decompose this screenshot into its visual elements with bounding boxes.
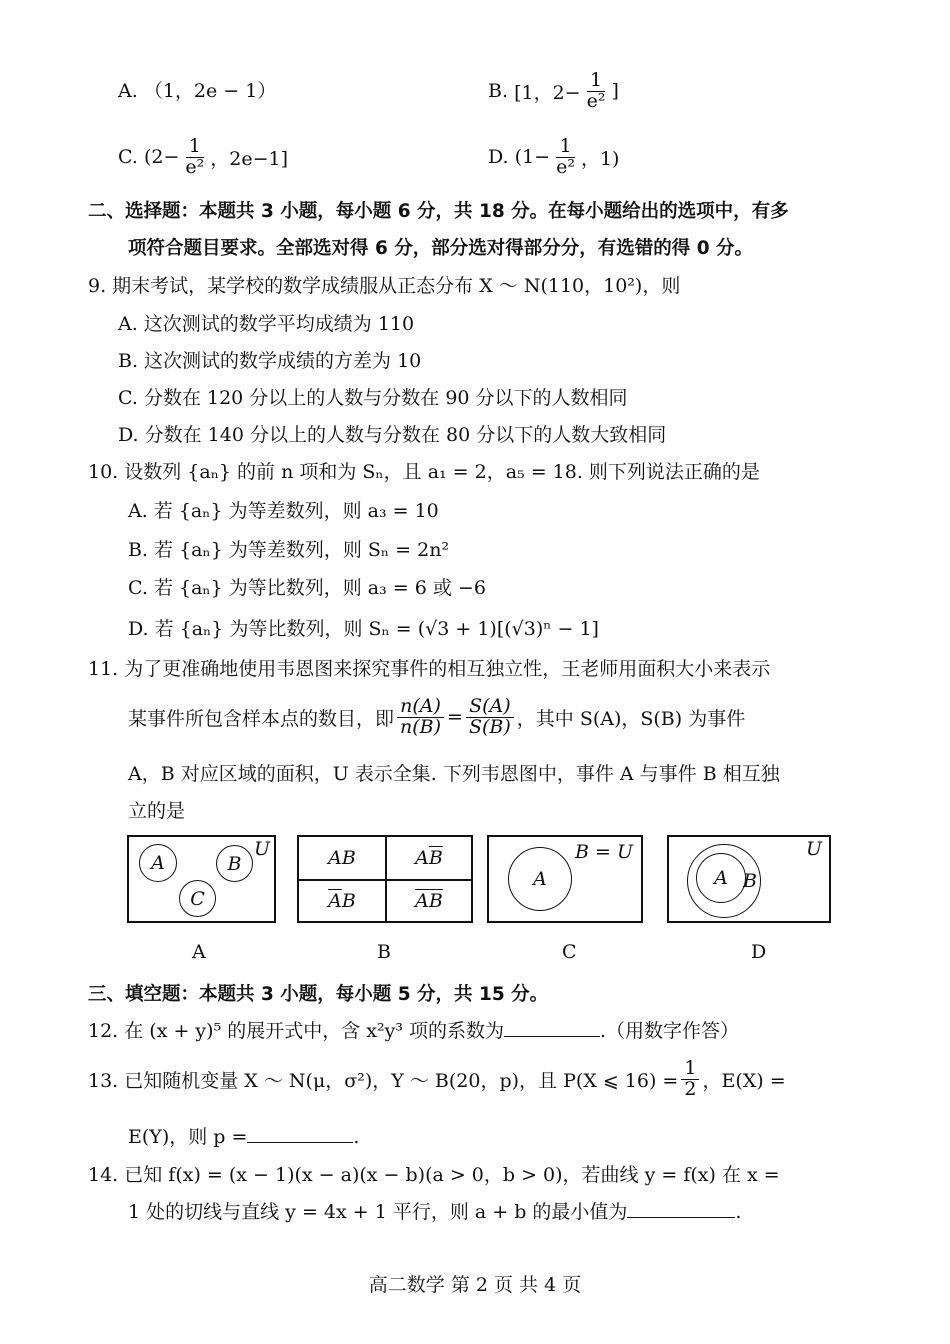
q8-option-b-pre: [1，2−: [514, 81, 581, 104]
q12: [88, 1016, 739, 1043]
cell-text-complement: $\overline{A}$: [415, 890, 429, 912]
q13-line2-text: E(Y)，则 p =: [128, 1126, 248, 1148]
venn-diagram-a: [127, 835, 276, 923]
q11-line2-post: ，其中 S(A)，S(B) 为事件: [516, 707, 746, 730]
q8-option-d-post: ，1): [580, 147, 620, 170]
cell-a-not-b: [387, 837, 471, 879]
fraction-numerator: S(A): [466, 697, 514, 718]
q8-option-c-fraction: [182, 134, 207, 178]
q14-answer-blank[interactable]: [627, 1199, 735, 1218]
q13-line2-post: .: [353, 1126, 360, 1148]
universe-label: B = U: [575, 841, 633, 863]
q11-equals: =: [447, 706, 463, 728]
fraction-denominator: n(B): [400, 715, 442, 738]
q12-text: 12. 在 (x + y)⁵ 的展开式中，含 x²y³ 项的系数为: [88, 1020, 504, 1042]
q11-line2: [128, 692, 745, 742]
q9-option-d: D. 分数在 140 分以上的人数与分数在 80 分以下的人数大致相同: [118, 424, 667, 446]
section3-heading: 三、填空题：本题共 3 小题，每小题 5 分，共 15 分。: [88, 984, 549, 1005]
q10-option-d: D. 若 {aₙ} 为等比数列，则 Sₙ = (√3 + 1)[(√3)ⁿ − 1]: [128, 618, 599, 640]
fraction-denominator: S(B): [468, 715, 511, 738]
q8-option-c-post: ，2e−1]: [210, 147, 289, 170]
cell-text: B: [341, 890, 356, 912]
q11-line1: 11. 为了更准确地使用韦恩图来探究事件的相互独立性，王老师用面积大小来表示: [88, 658, 771, 680]
cell-text-complement: $\overline{B}$: [428, 890, 443, 912]
q8-option-c-pre: (2−: [143, 146, 180, 168]
q11-line3: A，B 对应区域的面积，U 表示全集. 下列韦恩图中，事件 A 与事件 B 相互独: [128, 763, 780, 785]
fraction-denominator: 2: [684, 1077, 697, 1100]
q12-answer-blank[interactable]: [504, 1018, 600, 1037]
cell-ab: AB: [328, 847, 356, 869]
q13-fraction: [681, 1056, 699, 1100]
cell-text: A: [415, 847, 429, 869]
page-footer: 高二数学 第 2 页 共 4 页: [368, 1274, 582, 1296]
fraction-denominator: e²: [586, 89, 606, 112]
q9-stem: 9. 期末考试，某学校的数学成绩服从正态分布 X ～ N(110，10²)，则: [88, 275, 681, 297]
q10-option-a: A. 若 {aₙ} 为等差数列，则 a₃ = 10: [128, 500, 439, 522]
q8-option-a-label: A.: [118, 80, 138, 102]
section2-heading-line2: 项符合题目要求。全部选对得 6 分，部分选对得部分分，有选错的得 0 分。: [128, 238, 754, 259]
fraction-numerator: 1: [681, 1059, 699, 1080]
q13-answer-blank[interactable]: [247, 1124, 353, 1143]
event-circle-c: C: [179, 880, 216, 917]
event-circle-b: B: [216, 845, 253, 882]
q13-line2: [128, 1122, 359, 1149]
fraction-numerator: 1: [186, 137, 204, 158]
fraction-denominator: e²: [185, 155, 205, 178]
q9-option-b: B. 这次测试的数学成绩的方差为 10: [118, 350, 422, 372]
q8-option-b-fraction: [584, 68, 609, 112]
q8-option-a: [118, 76, 276, 103]
cell-not-a-b: [299, 881, 385, 921]
q11-line4: 立的是: [128, 800, 186, 822]
q8-option-c: [118, 132, 288, 182]
q13-text: 13. 已知随机变量 X ～ N(μ，σ²)，Y ～ B(20，p)，且 P(X ⩽ 16) =: [88, 1069, 679, 1092]
universe-label: U: [253, 838, 270, 860]
section2-heading-line1: 二、选择题：本题共 3 小题，每小题 6 分，共 18 分。在每小题给出的选项中，有多: [88, 201, 789, 222]
circle-label-b: B: [743, 870, 757, 892]
q8-option-b-post: ]: [611, 80, 619, 102]
q14-line2: [128, 1197, 741, 1224]
fraction-numerator: 1: [556, 137, 574, 158]
q14-line2-text: 1 处的切线与直线 y = 4x + 1 平行，则 a + b 的最小值为: [128, 1201, 628, 1223]
q14-line1: 14. 已知 f(x) = (x − 1)(x − a)(x − b)(a > 0，b > 0)，若曲线 y = f(x) 在 x =: [88, 1164, 780, 1186]
cell-text-complement: $\overline{A}$: [328, 890, 342, 912]
fraction-numerator: 1: [587, 71, 605, 92]
venn-diagram-d: [667, 835, 831, 923]
event-circle-a: A: [139, 844, 177, 882]
q9-option-c: C. 分数在 120 分以上的人数与分数在 90 分以下的人数相同: [118, 387, 628, 409]
cell-not-a-not-b: [387, 881, 471, 921]
venn-caption-b: B: [377, 941, 391, 963]
event-circle-a: A: [508, 847, 572, 911]
q11-line2-pre: 某事件所包含样本点的数目，即: [128, 707, 395, 730]
q12-post: .（用数字作答）: [600, 1020, 740, 1042]
q8-option-b: [488, 66, 619, 116]
venn-caption-a: A: [192, 941, 206, 963]
universe-label: U: [805, 838, 822, 860]
q8-option-d-label: D.: [488, 146, 509, 168]
q10-option-b: B. 若 {aₙ} 为等差数列，则 Sₙ = 2n²: [128, 539, 450, 561]
q13-line1: [88, 1054, 786, 1104]
q10-stem: 10. 设数列 {aₙ} 的前 n 项和为 Sₙ，且 a₁ = 2，a₅ = 18. 则下列说法正确的是: [88, 461, 760, 483]
q8-option-d-fraction: [553, 134, 578, 178]
venn-diagram-b: [297, 835, 473, 923]
cell-text-complement: $\overline{B}$: [428, 847, 443, 869]
q11-fraction-n: [397, 694, 444, 738]
fraction-denominator: e²: [556, 155, 575, 178]
fraction-numerator: n(A): [397, 697, 444, 718]
q8-option-c-label: C.: [118, 146, 138, 168]
q8-option-b-label: B.: [488, 80, 509, 102]
venn-diagram-c: [487, 835, 643, 923]
q8-option-d: [488, 132, 619, 182]
q13-post: ，E(X) =: [702, 1069, 786, 1092]
q8-option-d-pre: (1−: [514, 146, 551, 168]
event-circle-a: A: [696, 853, 746, 903]
q11-fraction-s: [466, 694, 514, 738]
q8-option-a-text: （1，2e − 1）: [143, 80, 277, 102]
q10-option-c: C. 若 {aₙ} 为等比数列，则 a₃ = 6 或 −6: [128, 577, 486, 599]
venn-caption-c: C: [562, 941, 577, 963]
q9-option-a: A. 这次测试的数学平均成绩为 110: [118, 313, 415, 335]
q14-line2-post: .: [735, 1201, 742, 1223]
venn-caption-d: D: [751, 941, 767, 963]
